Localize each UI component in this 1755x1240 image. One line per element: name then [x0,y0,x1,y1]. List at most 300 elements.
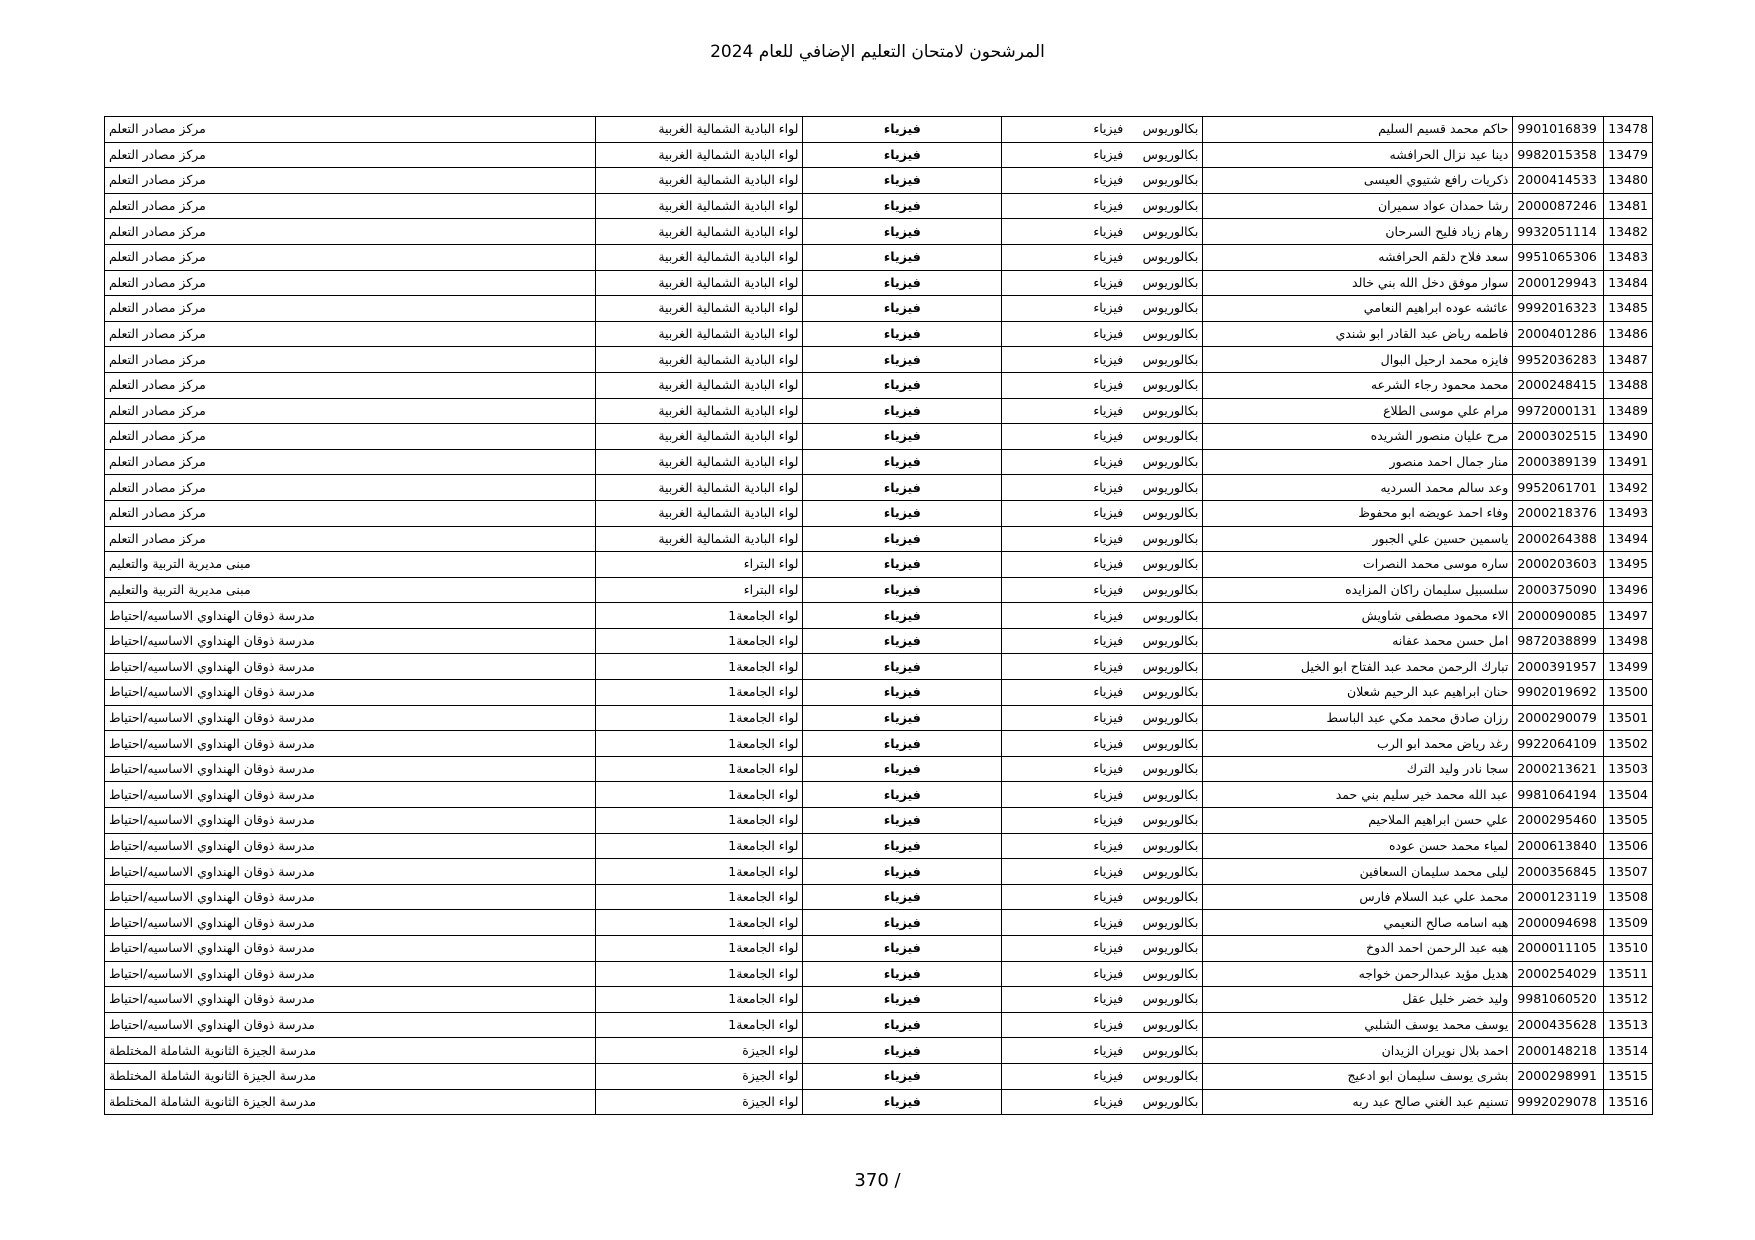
degree-cell: بكالوريوس [1127,424,1203,450]
specialization-cell: فيزياء [1002,1038,1127,1064]
exam-center-cell: مدرسة الجيزة الثانوية الشاملة المختلطة [105,1038,596,1064]
name-cell: ياسمين حسين علي الجبور [1203,526,1513,552]
seq-cell: 13481 [1604,193,1653,219]
subject-cell: فيزياء [803,936,1002,962]
directorate-cell: لواء البادية الشمالية الغربية [596,117,803,143]
seq-cell: 13511 [1604,961,1653,987]
seq-cell: 13508 [1604,884,1653,910]
name-cell: احمد بلال نويران الزيدان [1203,1038,1513,1064]
national-id-cell: 9901016839 [1513,117,1604,143]
table-row [105,372,1653,398]
degree-cell: بكالوريوس [1127,808,1203,834]
specialization-cell: فيزياء [1002,244,1127,270]
specialization-cell: فيزياء [1002,1012,1127,1038]
subject-cell: فيزياء [803,987,1002,1013]
degree-cell: بكالوريوس [1127,731,1203,757]
directorate-cell: لواء البادية الشمالية الغربية [596,398,803,424]
specialization-cell: فيزياء [1002,603,1127,629]
subject-cell: فيزياء [803,142,1002,168]
national-id-cell: 2000613840 [1513,833,1604,859]
table-row [105,424,1653,450]
subject-cell: فيزياء [803,270,1002,296]
table-row [105,987,1653,1013]
table-row [105,756,1653,782]
exam-center-cell: مدرسة ذوقان الهنداوي الاساسيه/احتياط [105,680,596,706]
specialization-cell: فيزياء [1002,654,1127,680]
national-id-cell: 2000389139 [1513,449,1604,475]
subject-cell: فيزياء [803,449,1002,475]
seq-cell: 13485 [1604,296,1653,322]
name-cell: ليلى محمد سليمان السعافين [1203,859,1513,885]
seq-cell: 13503 [1604,756,1653,782]
page-number: 370 / [854,1170,901,1191]
national-id-cell: 9981060520 [1513,987,1604,1013]
directorate-cell: لواء الجامعة1 [596,1012,803,1038]
degree-cell: بكالوريوس [1127,680,1203,706]
seq-cell: 13496 [1604,577,1653,603]
subject-cell: فيزياء [803,680,1002,706]
exam-center-cell: مركز مصادر التعلم [105,193,596,219]
name-cell: يوسف محمد يوسف الشلبي [1203,1012,1513,1038]
national-id-cell: 2000401286 [1513,321,1604,347]
national-id-cell: 2000254029 [1513,961,1604,987]
specialization-cell: فيزياء [1002,987,1127,1013]
subject-cell: فيزياء [803,628,1002,654]
national-id-cell: 2000087246 [1513,193,1604,219]
national-id-cell: 9992029078 [1513,1089,1604,1115]
table-row [105,808,1653,834]
exam-center-cell: مركز مصادر التعلم [105,347,596,373]
national-id-cell: 2000264388 [1513,526,1604,552]
name-cell: مرح عليان منصور الشريده [1203,424,1513,450]
table-row [105,884,1653,910]
degree-cell: بكالوريوس [1127,603,1203,629]
national-id-cell: 9951065306 [1513,244,1604,270]
exam-center-cell: مدرسة ذوقان الهنداوي الاساسيه/احتياط [105,859,596,885]
degree-cell: بكالوريوس [1127,526,1203,552]
directorate-cell: لواء البادية الشمالية الغربية [596,347,803,373]
directorate-cell: لواء الجامعة1 [596,782,803,808]
name-cell: تبارك الرحمن محمد عبد الفتاح ابو الخيل [1203,654,1513,680]
seq-cell: 13510 [1604,936,1653,962]
seq-cell: 13487 [1604,347,1653,373]
seq-cell: 13490 [1604,424,1653,450]
subject-cell: فيزياء [803,168,1002,194]
subject-cell: فيزياء [803,219,1002,245]
name-cell: عبد الله محمد خير سليم بني حمد [1203,782,1513,808]
directorate-cell: لواء البادية الشمالية الغربية [596,244,803,270]
degree-cell: بكالوريوس [1127,936,1203,962]
specialization-cell: فيزياء [1002,526,1127,552]
degree-cell: بكالوريوس [1127,859,1203,885]
exam-center-cell: مركز مصادر التعلم [105,244,596,270]
name-cell: هبه عبد الرحمن احمد الدوخ [1203,936,1513,962]
exam-center-cell: مدرسة ذوقان الهنداوي الاساسيه/احتياط [105,782,596,808]
degree-cell: بكالوريوس [1127,117,1203,143]
name-cell: سلسبيل سليمان راكان المزايده [1203,577,1513,603]
national-id-cell: 2000356845 [1513,859,1604,885]
subject-cell: فيزياء [803,884,1002,910]
specialization-cell: فيزياء [1002,168,1127,194]
specialization-cell: فيزياء [1002,296,1127,322]
exam-center-cell: مدرسة ذوقان الهنداوي الاساسيه/احتياط [105,808,596,834]
name-cell: ساره موسى محمد النصرات [1203,552,1513,578]
table-row [105,628,1653,654]
subject-cell: فيزياء [803,526,1002,552]
national-id-cell: 2000213621 [1513,756,1604,782]
degree-cell: بكالوريوس [1127,1063,1203,1089]
seq-cell: 13509 [1604,910,1653,936]
table-row [105,168,1653,194]
national-id-cell: 2000295460 [1513,808,1604,834]
seq-cell: 13514 [1604,1038,1653,1064]
specialization-cell: فيزياء [1002,449,1127,475]
table-row [105,961,1653,987]
subject-cell: فيزياء [803,808,1002,834]
subject-cell: فيزياء [803,475,1002,501]
degree-cell: بكالوريوس [1127,142,1203,168]
specialization-cell: فيزياء [1002,372,1127,398]
exam-center-cell: مركز مصادر التعلم [105,296,596,322]
degree-cell: بكالوريوس [1127,475,1203,501]
exam-center-cell: مدرسة ذوقان الهنداوي الاساسيه/احتياط [105,1012,596,1038]
subject-cell: فيزياء [803,372,1002,398]
seq-cell: 13500 [1604,680,1653,706]
seq-cell: 13494 [1604,526,1653,552]
directorate-cell: لواء الجامعة1 [596,859,803,885]
table-row [105,449,1653,475]
national-id-cell: 2000203603 [1513,552,1604,578]
exam-center-cell: مدرسة ذوقان الهنداوي الاساسيه/احتياط [105,884,596,910]
national-id-cell: 2000391957 [1513,654,1604,680]
national-id-cell: 2000090085 [1513,603,1604,629]
table-row [105,1089,1653,1115]
table-row [105,142,1653,168]
table-row [105,1063,1653,1089]
name-cell: دينا عيد نزال الحرافشه [1203,142,1513,168]
specialization-cell: فيزياء [1002,961,1127,987]
seq-cell: 13483 [1604,244,1653,270]
seq-cell: 13502 [1604,731,1653,757]
directorate-cell: لواء البادية الشمالية الغربية [596,168,803,194]
table-row [105,654,1653,680]
specialization-cell: فيزياء [1002,628,1127,654]
name-cell: سعد فلاح دلقم الحرافشه [1203,244,1513,270]
specialization-cell: فيزياء [1002,859,1127,885]
directorate-cell: لواء الجامعة1 [596,628,803,654]
exam-center-cell: مدرسة ذوقان الهنداوي الاساسيه/احتياط [105,705,596,731]
degree-cell: بكالوريوس [1127,219,1203,245]
national-id-cell: 9932051114 [1513,219,1604,245]
name-cell: علي حسن ابراهيم الملاحيم [1203,808,1513,834]
national-id-cell: 2000290079 [1513,705,1604,731]
subject-cell: فيزياء [803,756,1002,782]
specialization-cell: فيزياء [1002,756,1127,782]
directorate-cell: لواء البادية الشمالية الغربية [596,296,803,322]
name-cell: الاء محمود مصطفى شاويش [1203,603,1513,629]
specialization-cell: فيزياء [1002,475,1127,501]
specialization-cell: فيزياء [1002,219,1127,245]
seq-cell: 13516 [1604,1089,1653,1115]
seq-cell: 13489 [1604,398,1653,424]
exam-center-cell: مدرسة الجيزة الثانوية الشاملة المختلطة [105,1063,596,1089]
subject-cell: فيزياء [803,296,1002,322]
directorate-cell: لواء الجامعة1 [596,731,803,757]
document-title: المرشحون لامتحان التعليم الإضافي للعام 2024 [710,42,1045,62]
degree-cell: بكالوريوس [1127,552,1203,578]
national-id-cell: 9952036283 [1513,347,1604,373]
name-cell: لمياء محمد حسن عوده [1203,833,1513,859]
directorate-cell: لواء الجامعة1 [596,654,803,680]
table-row [105,936,1653,962]
seq-cell: 13498 [1604,628,1653,654]
seq-cell: 13506 [1604,833,1653,859]
degree-cell: بكالوريوس [1127,1038,1203,1064]
national-id-cell: 2000123119 [1513,884,1604,910]
table-row [105,296,1653,322]
seq-cell: 13484 [1604,270,1653,296]
national-id-cell: 2000414533 [1513,168,1604,194]
table-row [105,910,1653,936]
seq-cell: 13479 [1604,142,1653,168]
table-row [105,1038,1653,1064]
directorate-cell: لواء الجامعة1 [596,756,803,782]
specialization-cell: فيزياء [1002,142,1127,168]
name-cell: محمد علي عبد السلام فارس [1203,884,1513,910]
directorate-cell: لواء الجامعة1 [596,987,803,1013]
degree-cell: بكالوريوس [1127,449,1203,475]
seq-cell: 13491 [1604,449,1653,475]
candidates-table-body [105,117,1653,1115]
seq-cell: 13488 [1604,372,1653,398]
exam-center-cell: مدرسة الجيزة الثانوية الشاملة المختلطة [105,1089,596,1115]
directorate-cell: لواء البادية الشمالية الغربية [596,142,803,168]
directorate-cell: لواء البادية الشمالية الغربية [596,372,803,398]
specialization-cell: فيزياء [1002,884,1127,910]
table-row [105,552,1653,578]
specialization-cell: فيزياء [1002,398,1127,424]
national-id-cell: 2000302515 [1513,424,1604,450]
seq-cell: 13486 [1604,321,1653,347]
specialization-cell: فيزياء [1002,577,1127,603]
exam-center-cell: مدرسة ذوقان الهنداوي الاساسيه/احتياط [105,756,596,782]
specialization-cell: فيزياء [1002,1063,1127,1089]
degree-cell: بكالوريوس [1127,577,1203,603]
directorate-cell: لواء البتراء [596,552,803,578]
name-cell: هديل مؤيد عبدالرحمن خواجه [1203,961,1513,987]
exam-center-cell: مركز مصادر التعلم [105,219,596,245]
name-cell: عائشه عوده ابراهيم النعامي [1203,296,1513,322]
name-cell: محمد محمود رجاء الشرعه [1203,372,1513,398]
table-row [105,117,1653,143]
exam-center-cell: مركز مصادر التعلم [105,475,596,501]
table-row [105,603,1653,629]
name-cell: مرام علي موسى الطلاع [1203,398,1513,424]
national-id-cell: 2000298991 [1513,1063,1604,1089]
national-id-cell: 2000248415 [1513,372,1604,398]
exam-center-cell: مدرسة ذوقان الهنداوي الاساسيه/احتياط [105,961,596,987]
seq-cell: 13501 [1604,705,1653,731]
name-cell: حنان ابراهيم عبد الرحيم شعلان [1203,680,1513,706]
seq-cell: 13507 [1604,859,1653,885]
exam-center-cell: مدرسة ذوقان الهنداوي الاساسيه/احتياط [105,628,596,654]
subject-cell: فيزياء [803,910,1002,936]
exam-center-cell: مدرسة ذوقان الهنداوي الاساسيه/احتياط [105,910,596,936]
directorate-cell: لواء البتراء [596,577,803,603]
degree-cell: بكالوريوس [1127,193,1203,219]
specialization-cell: فيزياء [1002,270,1127,296]
degree-cell: بكالوريوس [1127,321,1203,347]
national-id-cell: 2000148218 [1513,1038,1604,1064]
table-row [105,219,1653,245]
specialization-cell: فيزياء [1002,833,1127,859]
name-cell: هبه اسامه صالح النعيمي [1203,910,1513,936]
exam-center-cell: مبنى مديرية التربية والتعليم [105,552,596,578]
national-id-cell: 2000094698 [1513,910,1604,936]
specialization-cell: فيزياء [1002,1089,1127,1115]
exam-center-cell: مركز مصادر التعلم [105,321,596,347]
seq-cell: 13499 [1604,654,1653,680]
seq-cell: 13515 [1604,1063,1653,1089]
subject-cell: فيزياء [803,705,1002,731]
seq-cell: 13478 [1604,117,1653,143]
directorate-cell: لواء البادية الشمالية الغربية [596,270,803,296]
national-id-cell: 9922064109 [1513,731,1604,757]
directorate-cell: لواء الجامعة1 [596,603,803,629]
name-cell: ذكريات رافع شتيوي العيسى [1203,168,1513,194]
table-row [105,859,1653,885]
exam-center-cell: مركز مصادر التعلم [105,142,596,168]
exam-center-cell: مركز مصادر التعلم [105,526,596,552]
directorate-cell: لواء البادية الشمالية الغربية [596,475,803,501]
national-id-cell: 2000129943 [1513,270,1604,296]
exam-center-cell: مدرسة ذوقان الهنداوي الاساسيه/احتياط [105,603,596,629]
exam-center-cell: مركز مصادر التعلم [105,270,596,296]
table-row [105,321,1653,347]
degree-cell: بكالوريوس [1127,654,1203,680]
degree-cell: بكالوريوس [1127,398,1203,424]
specialization-cell: فيزياء [1002,424,1127,450]
exam-center-cell: مركز مصادر التعلم [105,449,596,475]
directorate-cell: لواء الجامعة1 [596,884,803,910]
subject-cell: فيزياء [803,1012,1002,1038]
exam-center-cell: مركز مصادر التعلم [105,168,596,194]
exam-center-cell: مركز مصادر التعلم [105,500,596,526]
degree-cell: بكالوريوس [1127,372,1203,398]
specialization-cell: فيزياء [1002,552,1127,578]
table-row [105,526,1653,552]
specialization-cell: فيزياء [1002,347,1127,373]
subject-cell: فيزياء [803,500,1002,526]
table-row [105,398,1653,424]
table-row [105,193,1653,219]
seq-cell: 13513 [1604,1012,1653,1038]
name-cell: سجا نادر وليد الترك [1203,756,1513,782]
specialization-cell: فيزياء [1002,680,1127,706]
specialization-cell: فيزياء [1002,910,1127,936]
national-id-cell: 9972000131 [1513,398,1604,424]
exam-center-cell: مدرسة ذوقان الهنداوي الاساسيه/احتياط [105,731,596,757]
directorate-cell: لواء البادية الشمالية الغربية [596,424,803,450]
seq-cell: 13480 [1604,168,1653,194]
table-row [105,500,1653,526]
subject-cell: فيزياء [803,244,1002,270]
specialization-cell: فيزياء [1002,808,1127,834]
national-id-cell: 9982015358 [1513,142,1604,168]
national-id-cell: 9952061701 [1513,475,1604,501]
exam-center-cell: مركز مصادر التعلم [105,117,596,143]
subject-cell: فيزياء [803,1089,1002,1115]
directorate-cell: لواء الجامعة1 [596,910,803,936]
degree-cell: بكالوريوس [1127,628,1203,654]
table-row [105,1012,1653,1038]
name-cell: رغد رياض محمد ابو الرب [1203,731,1513,757]
name-cell: وفاء احمد عويضه ابو محفوظ [1203,500,1513,526]
specialization-cell: فيزياء [1002,500,1127,526]
exam-center-cell: مدرسة ذوقان الهنداوي الاساسيه/احتياط [105,654,596,680]
specialization-cell: فيزياء [1002,936,1127,962]
name-cell: بشرى يوسف سليمان ابو ادعيج [1203,1063,1513,1089]
exam-center-cell: مدرسة ذوقان الهنداوي الاساسيه/احتياط [105,987,596,1013]
subject-cell: فيزياء [803,321,1002,347]
name-cell: رزان صادق محمد مكي عبد الباسط [1203,705,1513,731]
table-row [105,577,1653,603]
subject-cell: فيزياء [803,577,1002,603]
table-row [105,270,1653,296]
name-cell: فايزه محمد ارحيل البوال [1203,347,1513,373]
exam-center-cell: مدرسة ذوقان الهنداوي الاساسيه/احتياط [105,833,596,859]
specialization-cell: فيزياء [1002,782,1127,808]
national-id-cell: 9992016323 [1513,296,1604,322]
degree-cell: بكالوريوس [1127,1012,1203,1038]
exam-center-cell: مركز مصادر التعلم [105,424,596,450]
subject-cell: فيزياء [803,552,1002,578]
national-id-cell: 9981064194 [1513,782,1604,808]
name-cell: وليد خضر خليل عقل [1203,987,1513,1013]
degree-cell: بكالوريوس [1127,782,1203,808]
table-row [105,347,1653,373]
national-id-cell: 2000375090 [1513,577,1604,603]
degree-cell: بكالوريوس [1127,1089,1203,1115]
directorate-cell: لواء البادية الشمالية الغربية [596,193,803,219]
candidates-table [104,116,1653,1115]
degree-cell: بكالوريوس [1127,884,1203,910]
directorate-cell: لواء الجيزة [596,1063,803,1089]
degree-cell: بكالوريوس [1127,833,1203,859]
subject-cell: فيزياء [803,1038,1002,1064]
national-id-cell: 9872038899 [1513,628,1604,654]
seq-cell: 13512 [1604,987,1653,1013]
degree-cell: بكالوريوس [1127,168,1203,194]
subject-cell: فيزياء [803,731,1002,757]
degree-cell: بكالوريوس [1127,500,1203,526]
subject-cell: فيزياء [803,193,1002,219]
directorate-cell: لواء الجامعة1 [596,680,803,706]
specialization-cell: فيزياء [1002,705,1127,731]
directorate-cell: لواء البادية الشمالية الغربية [596,219,803,245]
name-cell: وعد سالم محمد السرديه [1203,475,1513,501]
national-id-cell: 2000435628 [1513,1012,1604,1038]
directorate-cell: لواء البادية الشمالية الغربية [596,321,803,347]
subject-cell: فيزياء [803,833,1002,859]
directorate-cell: لواء الجامعة1 [596,833,803,859]
table-row [105,680,1653,706]
subject-cell: فيزياء [803,961,1002,987]
name-cell: تسنيم عبد الغني صالح عبد ربه [1203,1089,1513,1115]
degree-cell: بكالوريوس [1127,347,1203,373]
degree-cell: بكالوريوس [1127,705,1203,731]
specialization-cell: فيزياء [1002,321,1127,347]
